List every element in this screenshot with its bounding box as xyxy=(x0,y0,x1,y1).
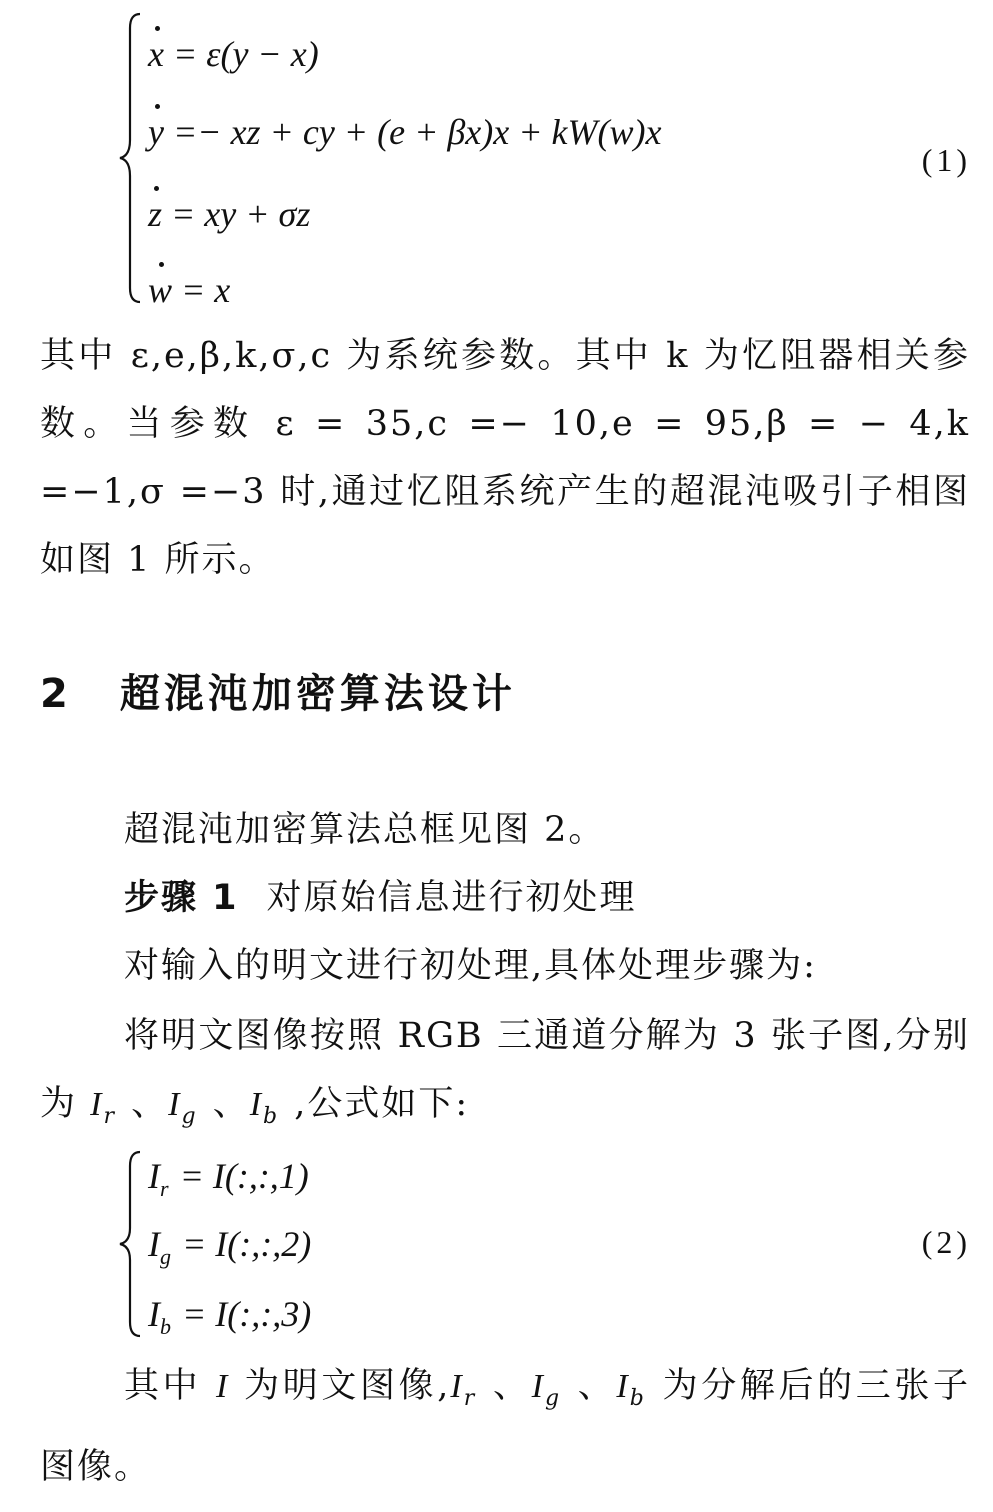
left-brace-1 xyxy=(118,8,144,308)
para5-symbol-I-g: I xyxy=(531,1368,545,1405)
section-number: 2 xyxy=(40,671,72,717)
eq1-lhs-w: w xyxy=(148,270,173,310)
paragraph-preprocess: 对输入的明文进行初处理,具体处理步骤为: xyxy=(124,946,817,986)
para5-mid: 为明文图像, xyxy=(229,1366,451,1406)
subscript-b: b xyxy=(263,1104,280,1129)
eq2-rhs-r: = I(:,:,1) xyxy=(170,1156,309,1196)
section-heading xyxy=(40,662,516,719)
eq1-rhs-w: = x xyxy=(172,270,231,310)
eq1-lhs-y: y xyxy=(148,112,164,152)
para5-sep-2: 、 xyxy=(563,1366,617,1406)
eq1-line-w xyxy=(148,272,230,308)
eq2-line-r xyxy=(148,1158,309,1200)
eq1-line-z xyxy=(148,196,310,232)
para4-sep-2: 、 xyxy=(199,1084,250,1124)
equation-1-number: (1) xyxy=(921,142,971,178)
para5-sub-b: b xyxy=(629,1386,646,1411)
eq2-sub-r: r xyxy=(160,1176,169,1201)
subscript-r: r xyxy=(103,1104,116,1129)
para5-symbol-I-r: I xyxy=(450,1368,464,1405)
equation-1 xyxy=(118,8,973,308)
paragraph-rgb-split xyxy=(40,1002,970,1151)
equation-2-number: (2) xyxy=(921,1224,971,1260)
equation-2 xyxy=(118,1146,973,1342)
step-1-heading xyxy=(40,864,970,932)
para5-before: 其中 xyxy=(124,1366,217,1406)
eq1-line-x xyxy=(148,36,319,72)
eq2-rhs-g: = I(:,:,2) xyxy=(173,1224,312,1264)
para5-after: 为分解后的三张子图像。 xyxy=(40,1366,970,1487)
eq1-lhs-z: z xyxy=(148,194,163,234)
para5-sep-1: 、 xyxy=(478,1366,532,1406)
eq2-sub-g: g xyxy=(160,1244,171,1269)
eq1-rhs-y: =− xz + cy + (e + βx)x + kW(w)x xyxy=(163,112,662,152)
para5-sub-g: g xyxy=(544,1386,562,1411)
left-brace-2 xyxy=(118,1146,144,1342)
paragraph-framework: 超混沌加密算法总框见图 2。 xyxy=(124,810,606,850)
para4-before: 将明文图像按照 RGB 三通道分解为 3 张子图,分别为 xyxy=(40,1016,970,1124)
eq2-line-g xyxy=(148,1226,311,1268)
paragraph-subimages xyxy=(40,1352,970,1501)
symbol-I-b: I xyxy=(249,1086,264,1123)
eq2-I-r: I xyxy=(148,1156,160,1196)
eq2-sub-b: b xyxy=(160,1314,171,1339)
para4-sep-1: 、 xyxy=(118,1084,169,1124)
para5-sub-r: r xyxy=(463,1386,477,1411)
eq1-rhs-x: = ε(y − x) xyxy=(163,34,319,74)
para4-after: ,公式如下: xyxy=(281,1084,470,1124)
subscript-g: g xyxy=(181,1104,198,1129)
eq1-rhs-z: = xy + σz xyxy=(162,194,311,234)
step-1-label: 步骤 1 xyxy=(124,878,239,918)
eq1-lhs-x: x xyxy=(148,34,164,74)
eq2-I-g: I xyxy=(148,1224,160,1264)
section-title: 超混沌加密算法设计 xyxy=(119,671,516,717)
eq2-line-b xyxy=(148,1296,311,1338)
step-1-title: 对原始信息进行初处理 xyxy=(266,878,637,918)
symbol-I-r: I xyxy=(90,1086,104,1123)
eq2-rhs-b: = I(:,:,3) xyxy=(173,1294,312,1334)
paragraph-system-parameters: 其中 ε,e,β,k,σ,c 为系统参数。其中 k 为忆阻器相关参数。当参数 ε = 35,c =− 10,e = 95,β = − 4,k =−1,σ =−3 时,通过忆阻系统产生的超混沌吸引子相图如图 1 所示。 xyxy=(40,336,970,580)
symbol-I-g: I xyxy=(168,1086,182,1123)
eq2-I-b: I xyxy=(148,1294,160,1334)
para5-symbol-I: I xyxy=(216,1368,230,1405)
para5-symbol-I-b: I xyxy=(616,1368,630,1405)
eq1-line-y xyxy=(148,114,661,150)
